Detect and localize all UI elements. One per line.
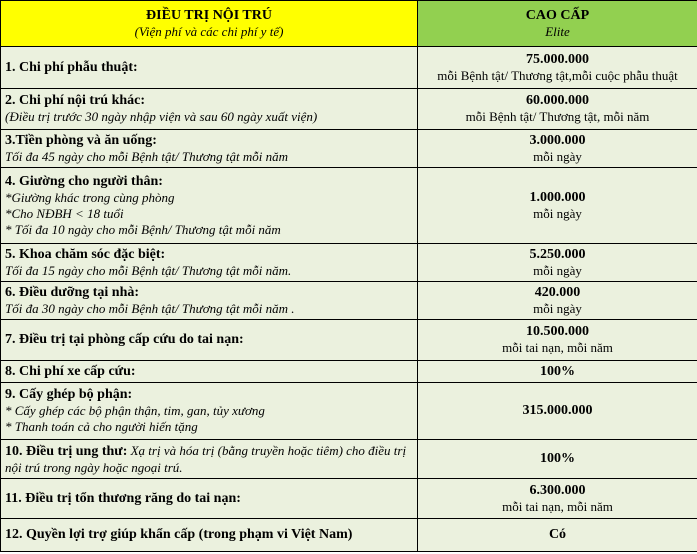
benefit-cell <box>1 168 418 244</box>
benefit-title: 8. Chi phí xe cấp cứu: <box>5 363 136 379</box>
table-row <box>1 361 697 383</box>
limit-value: 1.000.000 <box>529 189 586 205</box>
limit-value: Có <box>548 527 567 542</box>
benefit-title: 9. Cấy ghép bộ phận: <box>5 387 133 402</box>
limit-value: 60.000.000 <box>526 93 589 108</box>
table-row <box>1 130 697 168</box>
limit-value: 3.000.000 <box>529 132 586 148</box>
table-row <box>1 383 697 440</box>
header-right-cell <box>418 1 697 47</box>
benefit-note: * Thanh toán cả cho người hiến tặng <box>5 419 198 434</box>
limit-value: 5.250.000 <box>529 246 586 262</box>
benefit-note: *Cho NĐBH < 18 tuổi <box>5 205 124 221</box>
table-row <box>1 519 697 552</box>
benefit-note: Tối đa 15 ngày cho mỗi Bệnh tật/ Thương tật mỗi năm. <box>5 262 292 278</box>
table-header-row <box>1 1 697 47</box>
benefit-cell <box>1 130 418 168</box>
benefit-cell <box>1 320 418 361</box>
table-row <box>1 244 697 282</box>
limit-note: mỗi ngày <box>533 300 582 316</box>
limit-cell <box>418 244 697 282</box>
benefit-title: 5. Khoa chăm sóc đặc biệt: <box>5 246 166 262</box>
benefit-note: Tối đa 45 ngày cho mỗi Bệnh tật/ Thương tật mỗi năm <box>5 148 289 164</box>
benefit-title: 3.Tiền phòng và ăn uống: <box>5 132 157 148</box>
benefit-cell <box>1 282 418 320</box>
limit-cell <box>418 89 697 130</box>
limit-cell <box>418 479 697 519</box>
limit-value: 6.300.000 <box>529 482 586 498</box>
benefit-note: *Giường khác trong cùng phòng <box>5 189 175 205</box>
benefit-cell <box>1 361 418 383</box>
limit-value: 10.500.000 <box>526 324 589 339</box>
table-row <box>1 282 697 320</box>
header-right-title: CAO CẤP <box>525 7 590 23</box>
limit-cell <box>418 361 697 383</box>
limit-cell <box>418 282 697 320</box>
benefit-cell <box>1 47 418 89</box>
benefit-title: 12. Quyền lợi trợ giúp khẩn cấp (trong phạm vi Việt Nam) <box>5 527 353 542</box>
limit-note: mỗi ngày <box>533 262 582 278</box>
benefit-note: Tối đa 30 ngày cho mỗi Bệnh tật/ Thương tật mỗi năm . <box>5 300 295 316</box>
limit-value: 100% <box>540 451 575 466</box>
limit-cell <box>418 519 697 552</box>
limit-note: mỗi tai nạn, mỗi năm <box>502 498 613 514</box>
limit-value: 100% <box>540 363 575 379</box>
header-left-cell <box>1 1 418 47</box>
benefit-title-mixed <box>5 443 406 475</box>
header-right-subtitle: Elite <box>545 23 570 39</box>
limit-cell <box>418 168 697 244</box>
benefit-cell <box>1 89 418 130</box>
limit-value: 75.000.000 <box>526 51 589 67</box>
limit-note: mỗi Bệnh tật/ Thương tật,mỗi cuộc phẫu thuật <box>437 67 678 83</box>
limit-cell <box>418 130 697 168</box>
benefit-note: Xạ trị và hóa trị (bằng truyền hoặc tiêm) cho điều trị nội trú trong ngày hoặc ngoại trú. <box>5 442 407 475</box>
benefit-cell <box>1 383 418 440</box>
limit-note: mỗi ngày <box>533 205 582 221</box>
benefit-title: 10. Điều trị ung thư: <box>5 443 128 459</box>
benefit-title: 11. Điều trị tổn thương răng do tai nạn: <box>5 490 241 506</box>
benefit-title: 6. Điều dưỡng tại nhà: <box>5 284 140 300</box>
benefit-title: 7. Điều trị tại phòng cấp cứu do tai nạn: <box>5 332 244 347</box>
header-left-subtitle: (Viện phí và các chi phí y tế) <box>134 23 284 39</box>
benefit-cell <box>1 479 418 519</box>
limit-value: 420.000 <box>534 284 581 300</box>
benefit-title: 1. Chi phí phẫu thuật: <box>5 59 138 75</box>
benefit-cell <box>1 440 418 479</box>
table-row <box>1 320 697 361</box>
benefit-title: 2. Chi phí nội trú khác: <box>5 93 146 108</box>
limit-cell <box>418 383 697 440</box>
limit-note: mỗi Bệnh tật/ Thương tật, mỗi năm <box>465 109 650 124</box>
benefit-note: * Tối đa 10 ngày cho mỗi Bệnh/ Thương tật mỗi năm <box>5 221 281 237</box>
limit-note: mỗi tai nạn, mỗi năm <box>502 340 613 355</box>
table-row <box>1 440 697 479</box>
table-row <box>1 89 697 130</box>
header-left-title: ĐIỀU TRỊ NỘI TRÚ <box>146 7 272 23</box>
table-row <box>1 479 697 519</box>
limit-value: 315.000.000 <box>522 403 593 418</box>
benefit-note: * Cấy ghép các bộ phận thận, tim, gan, tủy xương <box>5 403 265 418</box>
limit-cell <box>418 47 697 89</box>
benefit-note: (Điều trị trước 30 ngày nhập viện và sau 60 ngày xuất viện) <box>5 109 318 124</box>
table-row <box>1 168 697 244</box>
benefit-cell <box>1 244 418 282</box>
benefit-title: 4. Giường cho người thân: <box>5 173 163 189</box>
limit-cell <box>418 440 697 479</box>
limit-cell <box>418 320 697 361</box>
benefit-cell <box>1 519 418 552</box>
table-row <box>1 47 697 89</box>
limit-note: mỗi ngày <box>533 148 582 164</box>
